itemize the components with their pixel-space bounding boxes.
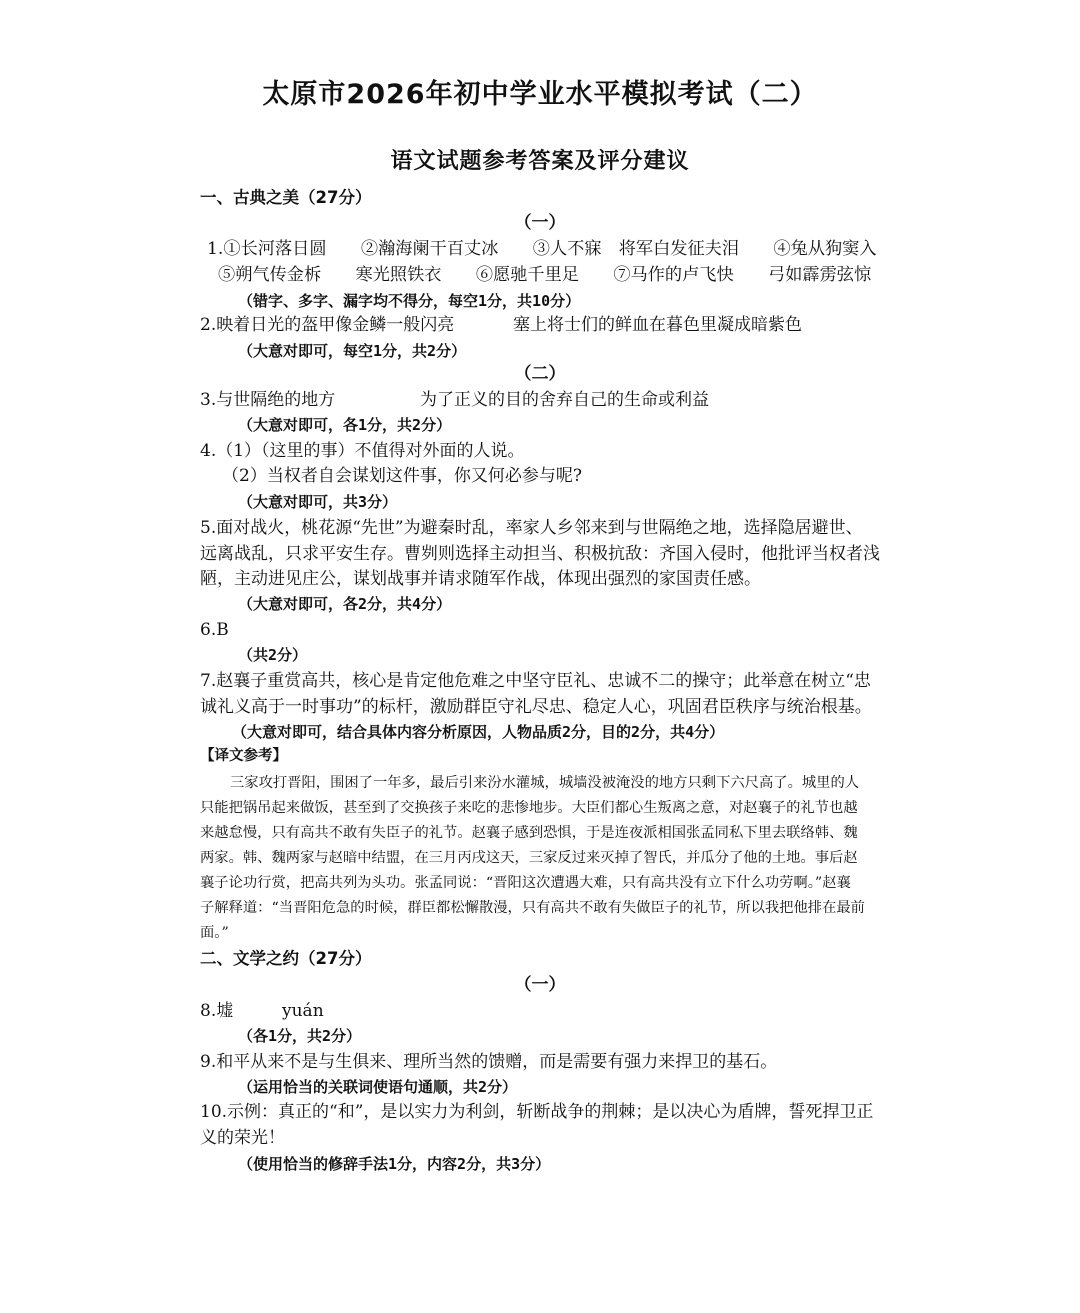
- scoring-note-q3: （大意对即可，各1分，共2分）: [238, 416, 452, 434]
- part-label-2-1: （一）: [514, 975, 566, 995]
- answer-q3-a: 3.与世隔绝的地方: [200, 390, 336, 410]
- scoring-note-q10: （使用恰当的修辞手法1分，内容2分，共3分）: [238, 1155, 551, 1173]
- answer-q5-line3: 陋，主动进见庄公，谋划战事并请求随军作战，体现出强烈的家国责任感。: [200, 569, 761, 589]
- answer-q8-a: 8.墟: [200, 1001, 234, 1021]
- answer-q7-line1: 7.赵襄子重赏高共，核心是肯定他危难之中坚守臣礼、忠诚不二的操守；此举意在树立“忠: [200, 671, 871, 691]
- section-heading-classical: 一、古典之美（27分）: [200, 188, 372, 207]
- translation-line: 只能把锅吊起来做饭，甚至到了交换孩子来吃的悲惨地步。大臣们都心生叛离之意，对赵襄子的礼节也越: [200, 800, 858, 816]
- answer-q4-line1: 4.（1）（这里的事）不值得对外面的人说。: [200, 441, 525, 461]
- scoring-note-q6: （共2分）: [238, 646, 308, 664]
- translation-line: 三家攻打晋阳，围困了一年多，最后引来汾水灌城，城墙没被淹没的地方只剩下六尺高了。城里的人: [230, 775, 860, 791]
- answer-q5-line1: 5.面对战火，桃花源“先世”为避秦时乱，率家人乡邻来到与世隔绝之地，选择隐居避世、: [200, 518, 863, 538]
- part-label-1-2: （二）: [514, 364, 566, 384]
- translation-line: 子解释道：“当晋阳危急的时候，群臣都松懈散漫，只有高共不敢有失做臣子的礼节，所以我把他排在最前: [200, 900, 865, 916]
- scoring-note-q5: （大意对即可，各2分，共4分）: [238, 595, 452, 613]
- answer-q7-line2: 诚礼义高于一时事功”的标杆，激励群臣守礼尽忠、稳定人心，巩固君臣秩序与统治根基。: [200, 697, 872, 717]
- translation-heading: 【译文参考】: [200, 748, 287, 764]
- answer-q2-a: 2.映着日光的盔甲像金鳞一般闪亮: [200, 315, 455, 335]
- answer-q8-b: yuán: [282, 1001, 324, 1021]
- answer-q3-b: 为了正义的目的舍弃自己的生命或利益: [420, 390, 709, 410]
- page-title: 太原市2026年初中学业水平模拟考试（二）: [262, 79, 818, 110]
- translation-line: 面。”: [200, 925, 229, 941]
- answer-q1-line1: 1.①长河落日圆 ②瀚海阑干百丈冰 ③人不寐 将军白发征夫泪 ④兔从狗窦入: [207, 239, 877, 259]
- document-subtitle: 语文试题参考答案及评分建议: [390, 149, 690, 174]
- scoring-note-q9: （运用恰当的关联词使语句通顺，共2分）: [238, 1078, 518, 1096]
- section-heading-literature: 二、文学之约（27分）: [200, 949, 372, 968]
- answer-q6: 6.B: [200, 620, 229, 640]
- answer-q4-line2: （2）当权者自会谋划这件事，你又何必参与呢?: [222, 466, 582, 486]
- scoring-note-q4: （大意对即可，共3分）: [238, 493, 398, 511]
- answer-q10-line1: 10.示例：真正的“和”，是以实力为利剑，斩断战争的荆棘；是以决心为盾牌，誓死捍卫正: [200, 1102, 874, 1122]
- scoring-note-q1: （错字、多字、漏字均不得分，每空1分，共10分）: [238, 292, 581, 310]
- answer-q9: 9.和平从来不是与生俱来、理所当然的馈赠，而是需要有强力来捍卫的基石。: [200, 1052, 778, 1072]
- answer-q10-line2: 义的荣光！: [200, 1128, 285, 1148]
- answer-q2-b: 塞上将士们的鲜血在暮色里凝成暗紫色: [513, 315, 802, 335]
- scoring-note-q2: （大意对即可，每空1分，共2分）: [238, 342, 467, 360]
- part-label-1-1: （一）: [514, 213, 566, 233]
- scoring-note-q8: （各1分，共2分）: [238, 1027, 362, 1045]
- translation-line: 来越怠慢，只有高共不敢有失臣子的礼节。赵襄子感到恐惧，于是连夜派相国张孟同私下里去联络韩、魏: [200, 825, 858, 841]
- translation-line: 襄子论功行赏，把高共列为头功。张孟同说：“晋阳这次遭遇大难，只有高共没有立下什么功劳啊。”赵襄: [200, 875, 851, 891]
- scoring-note-q7: （大意对即可，结合具体内容分析原因，人物品质2分，目的2分，共4分）: [232, 723, 725, 741]
- answer-q1-line2: ⑤朔气传金柝 寒光照铁衣 ⑥愿驰千里足 ⑦马作的卢飞快 弓如霹雳弦惊: [218, 265, 872, 285]
- answer-q5-line2: 远离战乱，只求平安生存。曹刿则选择主动担当、积极抗敌：齐国入侵时，他批评当权者浅: [200, 544, 880, 564]
- translation-line: 两家。韩、魏两家与赵暗中结盟，在三月丙戌这天，三家反过来灭掉了智氏，并瓜分了他的土地。事后赵: [200, 850, 858, 866]
